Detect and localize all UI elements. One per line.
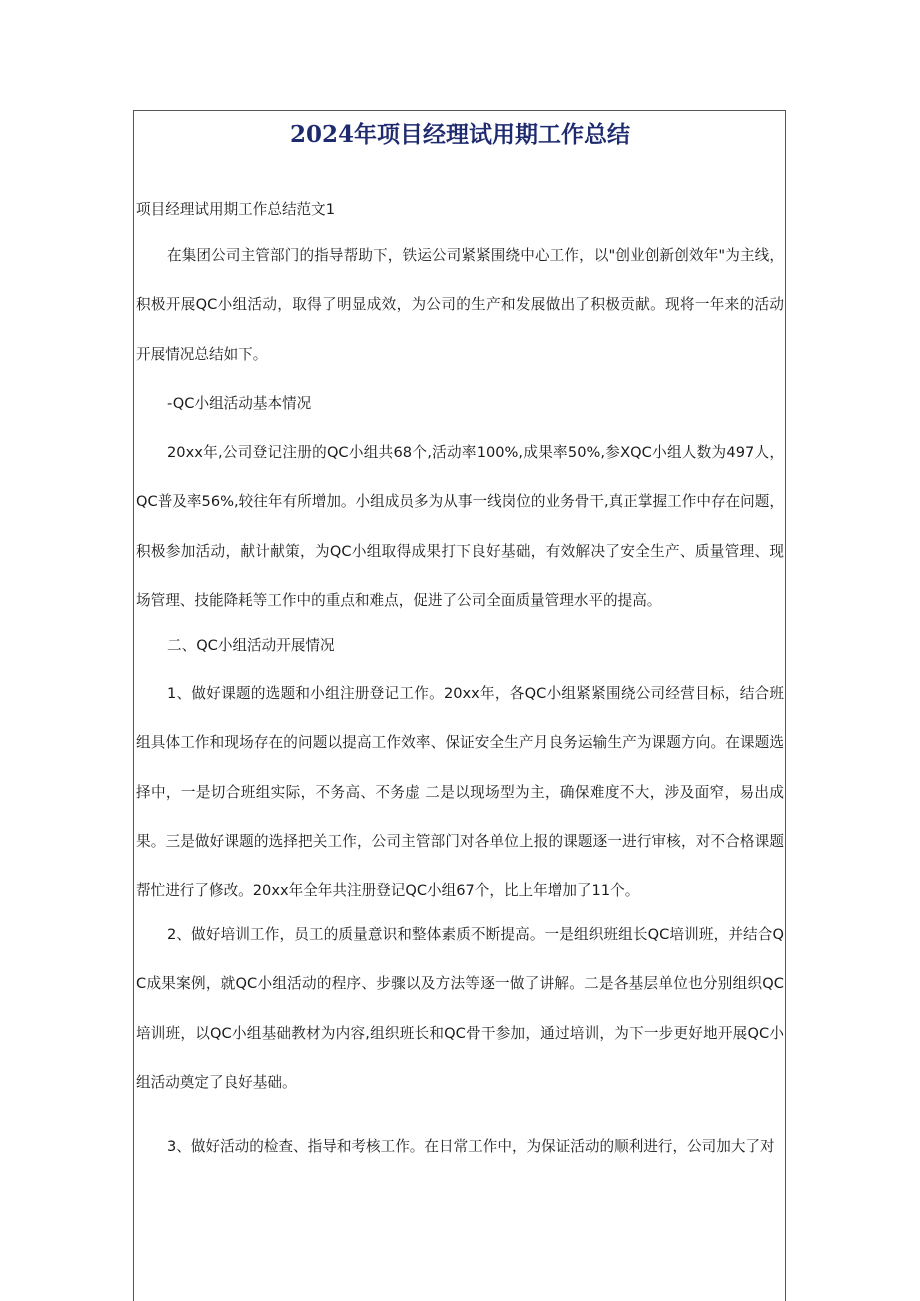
paragraph-item-2: 2、做好培训工作，员工的质量意识和整体素质不断提高。一是组织班组长QC培训班，并结合QC成果案例，就QC小组活动的程序、步骤以及方法等逐一做了讲解。二是各基层单位也分别组织QC培训班，以QC小组基础教材为内容,组织班长和QC骨干参加，通过培训，为下一步更好地开展QC小组活动奠定了良好基础。 (136, 926, 784, 1091)
paragraph-basic-info: 20xx年,公司登记注册的QC小组共68个,活动率100%,成果率50%,参XQC小组人数为497人，QC普及率56%,较往年有所增加。小组成员多为从事一线岗位的业务骨干,真正掌握工作中存在问题，积极参加活动，献计献策，为QC小组取得成果打下良好基础，有效解决了安全生产、质量管理、现场管理、技能降耗等工作中的重点和难点，促进了公司全面质量管理水平的提高。 (136, 444, 784, 609)
paragraph-item-1: 1、做好课题的选题和小组注册登记工作。20xx年，各QC小组紧紧围绕公司经营目标，结合班组具体工作和现场存在的问题以提高工作效率、保证安全生产月良务运输生产为课题方向。在课题选择中，一是切合班组实际，不务高、不务虚 二是以现场型为主，确保难度不大，涉及面窄，易出成果。三是做好课题的选择把关工作，公司主管部门对各单位上报的课题逐一进行审核，对不合格课题帮忙进行了修改。20xx年全年共注册登记QC小组67个，比上年增加了11个。 (136, 685, 784, 900)
paragraph-heading-1: -QC小组活动基本情况 (167, 395, 312, 412)
document-title: 2024年项目经理试用期工作总结 (289, 121, 630, 148)
paragraph-heading-2: 二、QC小组活动开展情况 (167, 637, 335, 654)
section-heading: 项目经理试用期工作总结范文1 (136, 201, 336, 218)
paragraph-intro: 在集团公司主管部门的指导帮助下，铁运公司紧紧围绕中心工作，以"创业创新创效年"为主线，积极开展QC小组活动，取得了明显成效，为公司的生产和发展做出了积极贡献。现将一年来的活动开展情况总结如下。 (136, 247, 784, 363)
paragraph-item-3: 3、做好活动的检查、指导和考核工作。在日常工作中，为保证活动的顺利进行，公司加大了对 (167, 1138, 775, 1155)
